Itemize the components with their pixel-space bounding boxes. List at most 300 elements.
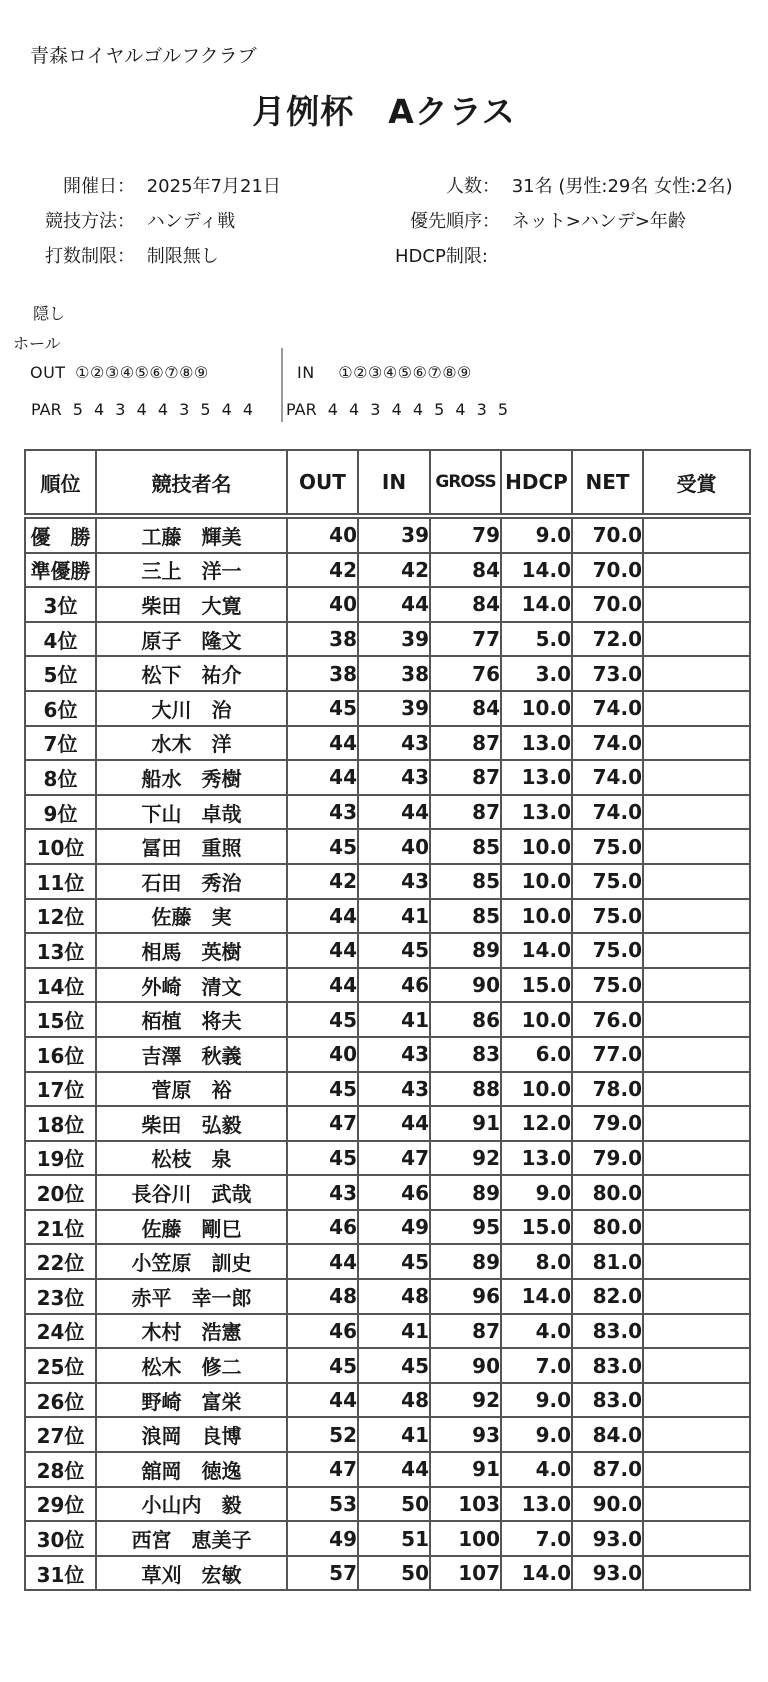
out-cell: 52 [287, 1417, 358, 1452]
table-row [25, 933, 750, 968]
player-name-cell: 小笠原 訓史 [96, 1244, 287, 1279]
player-name-cell: 三上 洋一 [96, 553, 287, 588]
out-holes: ①②③④⑤⑥⑦⑧⑨ [75, 363, 209, 382]
net-cell: 79.0 [572, 1141, 643, 1176]
player-name-cell: 下山 卓哉 [96, 795, 287, 830]
hdcp-cell: 8.0 [501, 1244, 572, 1279]
award-cell [643, 1487, 750, 1522]
out-cell: 57 [287, 1556, 358, 1591]
in-cell: 42 [358, 553, 430, 588]
in-cell: 41 [358, 1002, 430, 1037]
hdcp-cell: 9.0 [501, 1383, 572, 1418]
priority-value: ネット>ハンデ>年齢 [511, 211, 686, 232]
gross-cell: 87 [430, 760, 501, 795]
table-row [25, 1175, 750, 1210]
gross-cell: 87 [430, 795, 501, 830]
table-row [25, 1417, 750, 1452]
award-cell [643, 691, 750, 726]
gross-cell: 76 [430, 656, 501, 691]
gross-cell: 79 [430, 516, 501, 553]
out-cell: 42 [287, 553, 358, 588]
hdcp-cell: 5.0 [501, 622, 572, 657]
net-cell: 83.0 [572, 1348, 643, 1383]
net-cell: 93.0 [572, 1521, 643, 1556]
limit-value: 制限無し [146, 246, 219, 267]
hidden-holes-label-2: ホール [13, 334, 61, 353]
award-cell [643, 1314, 750, 1349]
award-cell [643, 1417, 750, 1452]
in-cell: 39 [358, 516, 430, 553]
in-cell: 49 [358, 1210, 430, 1245]
player-name-cell: 赤平 幸一郎 [96, 1279, 287, 1314]
page-title: 月例杯 Aクラス [252, 92, 516, 131]
net-cell: 82.0 [572, 1279, 643, 1314]
gross-cell: 85 [430, 864, 501, 899]
award-cell [643, 1210, 750, 1245]
table-row [25, 1141, 750, 1176]
player-name-cell: 吉澤 秋義 [96, 1037, 287, 1072]
table-row [25, 1383, 750, 1418]
gross-cell: 107 [430, 1556, 501, 1591]
table-row [25, 1487, 750, 1522]
net-cell: 76.0 [572, 1002, 643, 1037]
out-cell: 44 [287, 1383, 358, 1418]
hdcp-cell: 10.0 [501, 691, 572, 726]
rank-cell: 28位 [25, 1452, 96, 1487]
rank-cell: 18位 [25, 1106, 96, 1141]
rank-cell: 優 勝 [25, 516, 96, 553]
net-cell: 70.0 [572, 587, 643, 622]
out-cell: 38 [287, 622, 358, 657]
par-in: PAR 4 4 3 4 4 5 4 3 5 [286, 400, 509, 419]
club-name: 青森ロイヤルゴルフクラブ [30, 45, 257, 67]
award-cell [643, 1279, 750, 1314]
gross-cell: 89 [430, 1244, 501, 1279]
table-row [25, 691, 750, 726]
net-cell: 74.0 [572, 726, 643, 761]
hdcp-cell: 15.0 [501, 968, 572, 1003]
hdcp-cell: 10.0 [501, 864, 572, 899]
table-row [25, 516, 750, 553]
out-label: OUT [30, 363, 66, 382]
award-cell [643, 1383, 750, 1418]
table-row [25, 1037, 750, 1072]
in-cell: 45 [358, 933, 430, 968]
award-cell [643, 968, 750, 1003]
in-cell: 45 [358, 1244, 430, 1279]
gross-cell: 91 [430, 1106, 501, 1141]
net-cell: 72.0 [572, 622, 643, 657]
net-cell: 75.0 [572, 899, 643, 934]
award-cell [643, 760, 750, 795]
net-cell: 84.0 [572, 1417, 643, 1452]
net-cell: 93.0 [572, 1556, 643, 1591]
in-cell: 39 [358, 622, 430, 657]
gross-cell: 77 [430, 622, 501, 657]
rank-cell: 25位 [25, 1348, 96, 1383]
people-value: 31名 (男性:29名 女性:2名) [511, 176, 733, 197]
rank-cell: 31位 [25, 1556, 96, 1591]
out-cell: 46 [287, 1314, 358, 1349]
in-cell: 41 [358, 899, 430, 934]
player-name-cell: 大川 治 [96, 691, 287, 726]
rank-cell: 5位 [25, 656, 96, 691]
in-cell: 41 [358, 1314, 430, 1349]
hdcp-label: HDCP制限: [395, 246, 488, 267]
rank-cell: 8位 [25, 760, 96, 795]
table-row [25, 553, 750, 588]
results-table [24, 449, 751, 1591]
in-cell: 46 [358, 968, 430, 1003]
rank-cell: 13位 [25, 933, 96, 968]
in-label: IN [297, 363, 315, 382]
gross-cell: 87 [430, 1314, 501, 1349]
out-cell: 47 [287, 1452, 358, 1487]
net-cell: 75.0 [572, 933, 643, 968]
in-cell: 40 [358, 829, 430, 864]
out-cell: 45 [287, 1072, 358, 1107]
hdcp-cell: 13.0 [501, 1141, 572, 1176]
table-row [25, 726, 750, 761]
in-cell: 43 [358, 1072, 430, 1107]
gross-cell: 83 [430, 1037, 501, 1072]
hdcp-cell: 13.0 [501, 795, 572, 830]
gross-cell: 85 [430, 829, 501, 864]
out-cell: 46 [287, 1210, 358, 1245]
header-in: IN [358, 450, 430, 516]
hdcp-cell: 7.0 [501, 1348, 572, 1383]
award-cell [643, 1175, 750, 1210]
info-limit [30, 242, 219, 268]
net-cell: 74.0 [572, 691, 643, 726]
table-header-row [25, 450, 750, 516]
player-name-cell: 水木 洋 [96, 726, 287, 761]
table-row [25, 587, 750, 622]
out-cell: 45 [287, 691, 358, 726]
in-cell: 50 [358, 1556, 430, 1591]
in-cell: 43 [358, 864, 430, 899]
gross-cell: 88 [430, 1072, 501, 1107]
out-cell: 44 [287, 899, 358, 934]
award-cell [643, 864, 750, 899]
out-cell: 44 [287, 726, 358, 761]
hdcp-cell: 14.0 [501, 553, 572, 588]
player-name-cell: 佐藤 剛巳 [96, 1210, 287, 1245]
out-cell: 42 [287, 864, 358, 899]
player-name-cell: 冨田 重照 [96, 829, 287, 864]
table-row [25, 1348, 750, 1383]
in-cell: 44 [358, 1452, 430, 1487]
table-row [25, 1106, 750, 1141]
net-cell: 78.0 [572, 1072, 643, 1107]
gross-cell: 103 [430, 1487, 501, 1522]
award-cell [643, 553, 750, 588]
out-cell: 44 [287, 968, 358, 1003]
in-holes: ①②③④⑤⑥⑦⑧⑨ [338, 363, 472, 382]
out-cell: 40 [287, 516, 358, 553]
rank-cell: 30位 [25, 1521, 96, 1556]
rank-cell: 11位 [25, 864, 96, 899]
net-cell: 83.0 [572, 1383, 643, 1418]
gross-cell: 84 [430, 587, 501, 622]
header-net: NET [572, 450, 643, 516]
out-cell: 45 [287, 1002, 358, 1037]
award-cell [643, 1106, 750, 1141]
info-hdcp [395, 242, 488, 268]
date-value: 2025年7月21日 [146, 176, 281, 197]
table-row [25, 1072, 750, 1107]
gross-cell: 90 [430, 968, 501, 1003]
date-label: 開催日： [63, 176, 135, 197]
in-cell: 38 [358, 656, 430, 691]
table-row [25, 1556, 750, 1591]
in-cell: 39 [358, 691, 430, 726]
gross-cell: 96 [430, 1279, 501, 1314]
net-cell: 81.0 [572, 1244, 643, 1279]
in-cell: 48 [358, 1279, 430, 1314]
hdcp-cell: 9.0 [501, 1417, 572, 1452]
rank-cell: 27位 [25, 1417, 96, 1452]
out-cell: 47 [287, 1106, 358, 1141]
rank-cell: 24位 [25, 1314, 96, 1349]
header-hdcp: HDCP [501, 450, 572, 516]
rank-cell: 21位 [25, 1210, 96, 1245]
hdcp-cell: 4.0 [501, 1452, 572, 1487]
gross-cell: 93 [430, 1417, 501, 1452]
out-cell: 49 [287, 1521, 358, 1556]
award-cell [643, 1521, 750, 1556]
player-name-cell: 船水 秀樹 [96, 760, 287, 795]
net-cell: 83.0 [572, 1314, 643, 1349]
table-row [25, 795, 750, 830]
gross-cell: 87 [430, 726, 501, 761]
hdcp-cell: 10.0 [501, 899, 572, 934]
table-row [25, 1244, 750, 1279]
out-cell: 44 [287, 760, 358, 795]
award-cell [643, 726, 750, 761]
award-cell [643, 1002, 750, 1037]
gross-cell: 100 [430, 1521, 501, 1556]
par-out: PAR 5 4 3 4 4 3 5 4 4 [31, 400, 254, 419]
award-cell [643, 1141, 750, 1176]
table-row [25, 760, 750, 795]
out-holes-row [30, 363, 209, 382]
in-cell: 44 [358, 587, 430, 622]
hdcp-cell: 13.0 [501, 726, 572, 761]
award-cell [643, 1556, 750, 1591]
player-name-cell: 工藤 輝美 [96, 516, 287, 553]
hdcp-cell: 12.0 [501, 1106, 572, 1141]
gross-cell: 84 [430, 691, 501, 726]
player-name-cell: 松下 祐介 [96, 656, 287, 691]
hdcp-cell: 7.0 [501, 1521, 572, 1556]
rank-cell: 29位 [25, 1487, 96, 1522]
award-cell [643, 933, 750, 968]
in-cell: 51 [358, 1521, 430, 1556]
hdcp-cell: 10.0 [501, 829, 572, 864]
rank-cell: 4位 [25, 622, 96, 657]
out-cell: 38 [287, 656, 358, 691]
table-row [25, 1314, 750, 1349]
in-cell: 46 [358, 1175, 430, 1210]
out-cell: 40 [287, 1037, 358, 1072]
award-cell [643, 795, 750, 830]
info-priority [395, 207, 686, 233]
player-name-cell: 野崎 富栄 [96, 1383, 287, 1418]
player-name-cell: 柴田 弘毅 [96, 1106, 287, 1141]
people-label: 人数： [446, 176, 500, 197]
out-cell: 53 [287, 1487, 358, 1522]
net-cell: 87.0 [572, 1452, 643, 1487]
out-cell: 44 [287, 1244, 358, 1279]
hdcp-cell: 14.0 [501, 933, 572, 968]
table-row [25, 1521, 750, 1556]
out-cell: 45 [287, 1348, 358, 1383]
net-cell: 75.0 [572, 968, 643, 1003]
net-cell: 75.0 [572, 829, 643, 864]
out-cell: 45 [287, 1141, 358, 1176]
in-cell: 45 [358, 1348, 430, 1383]
in-cell: 50 [358, 1487, 430, 1522]
in-cell: 44 [358, 795, 430, 830]
hdcp-cell: 3.0 [501, 656, 572, 691]
award-cell [643, 622, 750, 657]
out-cell: 44 [287, 933, 358, 968]
table-row [25, 1210, 750, 1245]
gross-cell: 86 [430, 1002, 501, 1037]
player-name-cell: 小山内 毅 [96, 1487, 287, 1522]
player-name-cell: 佐藤 実 [96, 899, 287, 934]
net-cell: 80.0 [572, 1210, 643, 1245]
net-cell: 74.0 [572, 795, 643, 830]
rank-cell: 16位 [25, 1037, 96, 1072]
in-cell: 48 [358, 1383, 430, 1418]
award-cell [643, 829, 750, 864]
method-label: 競技方法： [45, 211, 135, 232]
player-name-cell: 浪岡 良博 [96, 1417, 287, 1452]
award-cell [643, 587, 750, 622]
rank-cell: 6位 [25, 691, 96, 726]
header-out: OUT [287, 450, 358, 516]
hdcp-cell: 14.0 [501, 587, 572, 622]
out-in-divider [281, 348, 283, 422]
gross-cell: 84 [430, 553, 501, 588]
info-people [395, 172, 733, 198]
table-row [25, 656, 750, 691]
player-name-cell: 松枝 泉 [96, 1141, 287, 1176]
header-name: 競技者名 [96, 450, 287, 516]
player-name-cell: 舘岡 徳逸 [96, 1452, 287, 1487]
player-name-cell: 松木 修二 [96, 1348, 287, 1383]
award-cell [643, 1244, 750, 1279]
player-name-cell: 長谷川 武哉 [96, 1175, 287, 1210]
priority-label: 優先順序： [410, 211, 500, 232]
limit-label: 打数制限： [45, 246, 135, 267]
gross-cell: 85 [430, 899, 501, 934]
gross-cell: 89 [430, 933, 501, 968]
player-name-cell: 柴田 大寛 [96, 587, 287, 622]
rank-cell: 7位 [25, 726, 96, 761]
header-gross: GROSS [430, 450, 501, 516]
award-cell [643, 1452, 750, 1487]
in-cell: 43 [358, 760, 430, 795]
table-row [25, 1002, 750, 1037]
rank-cell: 準優勝 [25, 553, 96, 588]
rank-cell: 14位 [25, 968, 96, 1003]
net-cell: 79.0 [572, 1106, 643, 1141]
in-cell: 43 [358, 1037, 430, 1072]
award-cell [643, 1037, 750, 1072]
award-cell [643, 516, 750, 553]
out-cell: 40 [287, 587, 358, 622]
table-row [25, 864, 750, 899]
award-cell [643, 899, 750, 934]
rank-cell: 20位 [25, 1175, 96, 1210]
net-cell: 77.0 [572, 1037, 643, 1072]
hdcp-cell: 6.0 [501, 1037, 572, 1072]
hidden-holes-label-1: 隠し [33, 304, 66, 323]
rank-cell: 22位 [25, 1244, 96, 1279]
award-cell [643, 1072, 750, 1107]
net-cell: 75.0 [572, 864, 643, 899]
table-row [25, 622, 750, 657]
player-name-cell: 西宮 恵美子 [96, 1521, 287, 1556]
player-name-cell: 木村 浩憲 [96, 1314, 287, 1349]
hdcp-cell: 13.0 [501, 1487, 572, 1522]
hdcp-cell: 14.0 [501, 1279, 572, 1314]
rank-cell: 10位 [25, 829, 96, 864]
rank-cell: 19位 [25, 1141, 96, 1176]
in-cell: 41 [358, 1417, 430, 1452]
gross-cell: 92 [430, 1141, 501, 1176]
hdcp-cell: 10.0 [501, 1002, 572, 1037]
net-cell: 73.0 [572, 656, 643, 691]
out-cell: 43 [287, 1175, 358, 1210]
in-cell: 47 [358, 1141, 430, 1176]
out-cell: 45 [287, 829, 358, 864]
hdcp-cell: 9.0 [501, 1175, 572, 1210]
in-cell: 44 [358, 1106, 430, 1141]
net-cell: 70.0 [572, 553, 643, 588]
info-date [30, 172, 281, 198]
gross-cell: 95 [430, 1210, 501, 1245]
out-cell: 43 [287, 795, 358, 830]
rank-cell: 26位 [25, 1383, 96, 1418]
award-cell [643, 1348, 750, 1383]
rank-cell: 9位 [25, 795, 96, 830]
hdcp-cell: 13.0 [501, 760, 572, 795]
net-cell: 70.0 [572, 516, 643, 553]
gross-cell: 89 [430, 1175, 501, 1210]
table-row [25, 829, 750, 864]
in-holes-row [297, 363, 472, 382]
hdcp-cell: 14.0 [501, 1556, 572, 1591]
out-cell: 48 [287, 1279, 358, 1314]
table-row [25, 1452, 750, 1487]
rank-cell: 23位 [25, 1279, 96, 1314]
in-cell: 43 [358, 726, 430, 761]
gross-cell: 91 [430, 1452, 501, 1487]
player-name-cell: 栢植 将夫 [96, 1002, 287, 1037]
rank-cell: 3位 [25, 587, 96, 622]
gross-cell: 90 [430, 1348, 501, 1383]
player-name-cell: 石田 秀治 [96, 864, 287, 899]
net-cell: 90.0 [572, 1487, 643, 1522]
net-cell: 74.0 [572, 760, 643, 795]
table-row [25, 968, 750, 1003]
rank-cell: 17位 [25, 1072, 96, 1107]
player-name-cell: 原子 隆文 [96, 622, 287, 657]
